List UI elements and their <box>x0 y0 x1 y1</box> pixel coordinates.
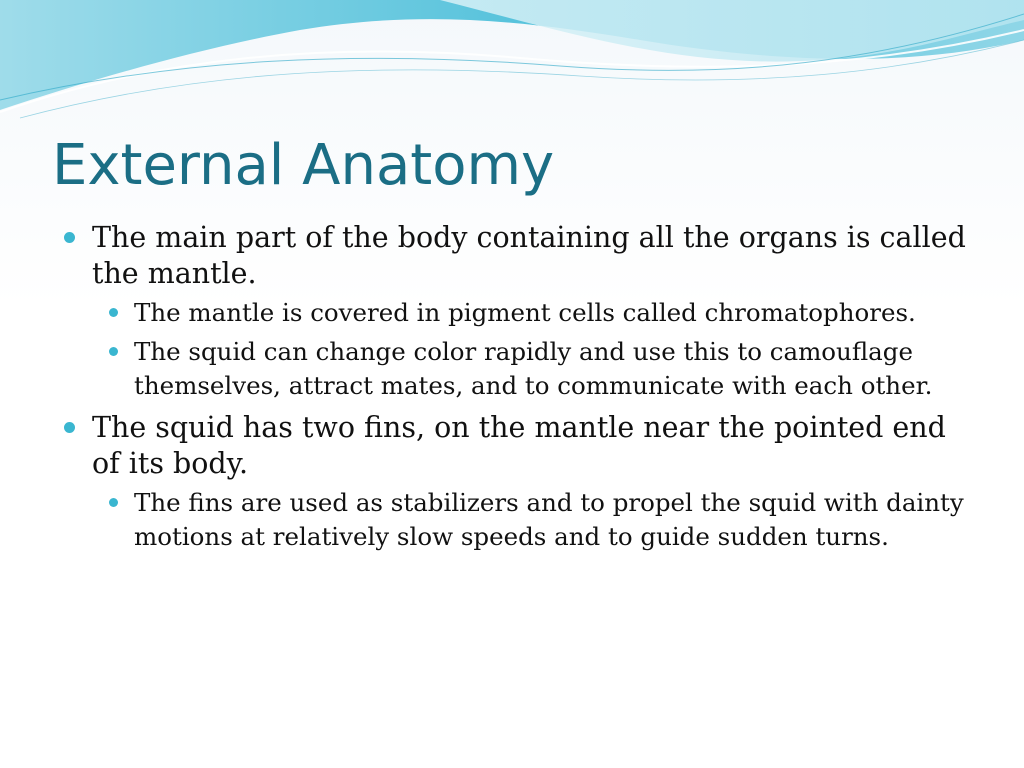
bullet-icon <box>109 308 118 317</box>
sub-bullet-item <box>106 296 982 330</box>
bullet-list <box>62 220 982 559</box>
sub-bullet-text: The mantle is covered in pigment cells called chromatophores. <box>134 298 916 327</box>
bullet-icon <box>109 498 118 507</box>
bullet-item <box>62 410 982 482</box>
header-wave-decoration <box>0 0 1024 130</box>
sub-bullet-text: The fins are used as stabilizers and to propel the squid with dainty motions at relatively slow speeds and to guide sudden turns. <box>134 488 964 551</box>
sub-bullet-item <box>106 335 982 403</box>
bullet-text: The squid has two fins, on the mantle near the pointed end of its body. <box>92 411 946 480</box>
bullet-item <box>62 220 982 292</box>
bullet-text: The main part of the body containing all the organs is called the mantle. <box>92 221 966 290</box>
sub-bullet-item <box>106 486 982 554</box>
bullet-icon <box>109 347 118 356</box>
bullet-icon <box>64 232 75 243</box>
sub-bullet-text: The squid can change color rapidly and use this to camouflage themselves, attract mates, and to communicate with each other. <box>134 337 933 400</box>
bullet-icon <box>64 422 75 433</box>
slide-title: External Anatomy <box>52 133 555 198</box>
